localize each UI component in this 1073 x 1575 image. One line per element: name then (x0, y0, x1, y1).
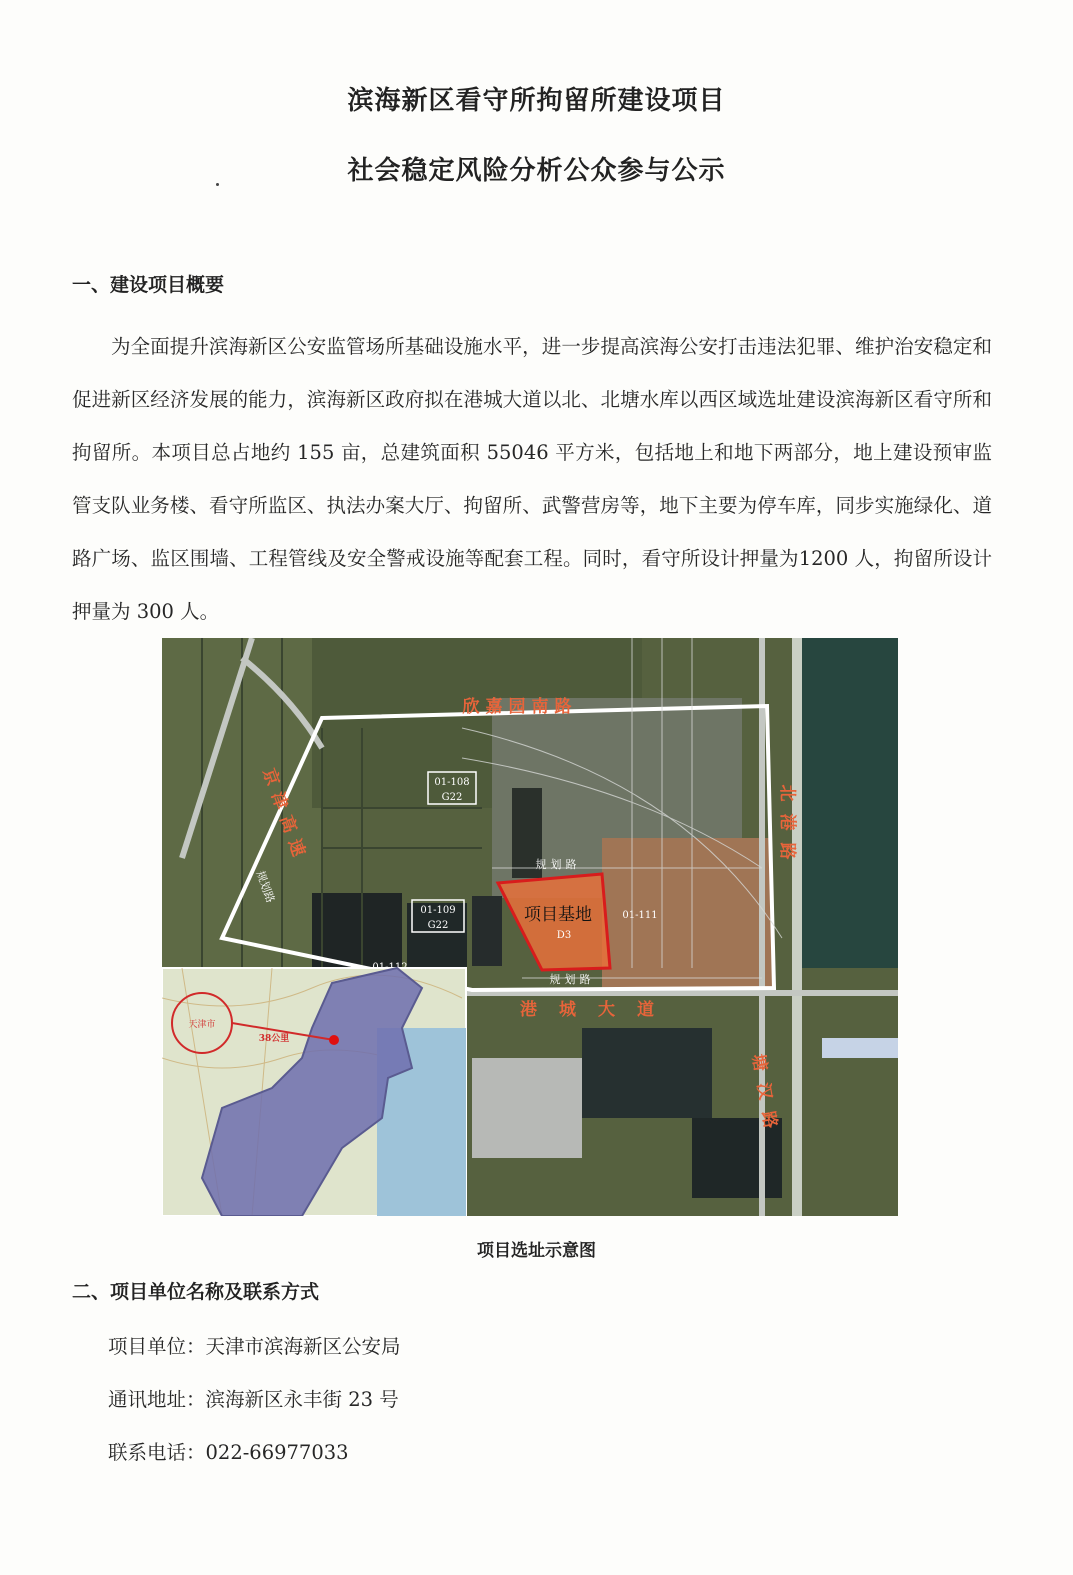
road-name-left: 京津高速 (258, 765, 312, 867)
road-name-right: 北港路 (777, 784, 797, 872)
mailing-address: 通讯地址：滨海新区永丰街 23 号 (108, 1388, 399, 1411)
planned-road-left: 规划路 (253, 869, 278, 905)
planned-road-upper: 规划路 (535, 858, 581, 871)
section-1-paragraph: 为全面提升滨海新区公安监管场所基础设施水平，进一步提高滨海公安打击违法犯罪、维护治安稳定和促进新区经济发展的能力，滨海新区政府拟在港城大道以北、北塘水库以西区域选址建设滨海新区看守所和拘留所。本项目总占地约 155 亩，总建筑面积 55046 平方米，包括地上和地下两部分，地上建设预审监管支队业务楼、看守所监区、执法办案大厅、拘留所、武警营房等，地下主要为停车库，同步实施绿化、道路广场、监区围墙、工程管线及安全警戒设施等配套工程。同时，看守所设计押量为1200 人，拘留所设计押量为 300 人。 (72, 335, 992, 623)
scan-speck (216, 183, 219, 186)
parcel-109-class: G22 (427, 920, 449, 931)
site-location-map (162, 638, 898, 1216)
title-line-1: 滨海新区看守所拘留所建设项目 (347, 86, 726, 116)
site-code: D3 (556, 930, 572, 941)
road-name-top: 欣嘉园南路 (462, 697, 578, 717)
contact-phone: 联系电话：022-66977033 (108, 1441, 349, 1464)
planned-road-lower: 规划路 (549, 973, 595, 986)
section-1-heading: 一、建设项目概要 (72, 274, 225, 296)
title-line-2: 社会稳定风险分析公众参与公示 (347, 156, 726, 186)
section-2-heading: 二、项目单位名称及联系方式 (72, 1281, 320, 1303)
parcel-109-label: 01-109 (420, 905, 456, 916)
parcel-111-label: 01-111 (622, 910, 658, 921)
parcel-108-class: G22 (441, 792, 463, 803)
parcel-108-label: 01-108 (434, 777, 470, 788)
inset-city-label: 天津市 (188, 1020, 216, 1030)
inset-regional-map (162, 968, 466, 1216)
project-unit: 项目单位：天津市滨海新区公安局 (108, 1335, 401, 1358)
inset-distance-label: 38公里 (258, 1034, 290, 1044)
map-caption: 项目选址示意图 (477, 1241, 596, 1261)
road-name-bottom: 港城大道 (520, 1000, 676, 1020)
road-name-lower-right: 塘汉路 (747, 1052, 783, 1142)
site-label: 项目基地 (524, 905, 592, 925)
